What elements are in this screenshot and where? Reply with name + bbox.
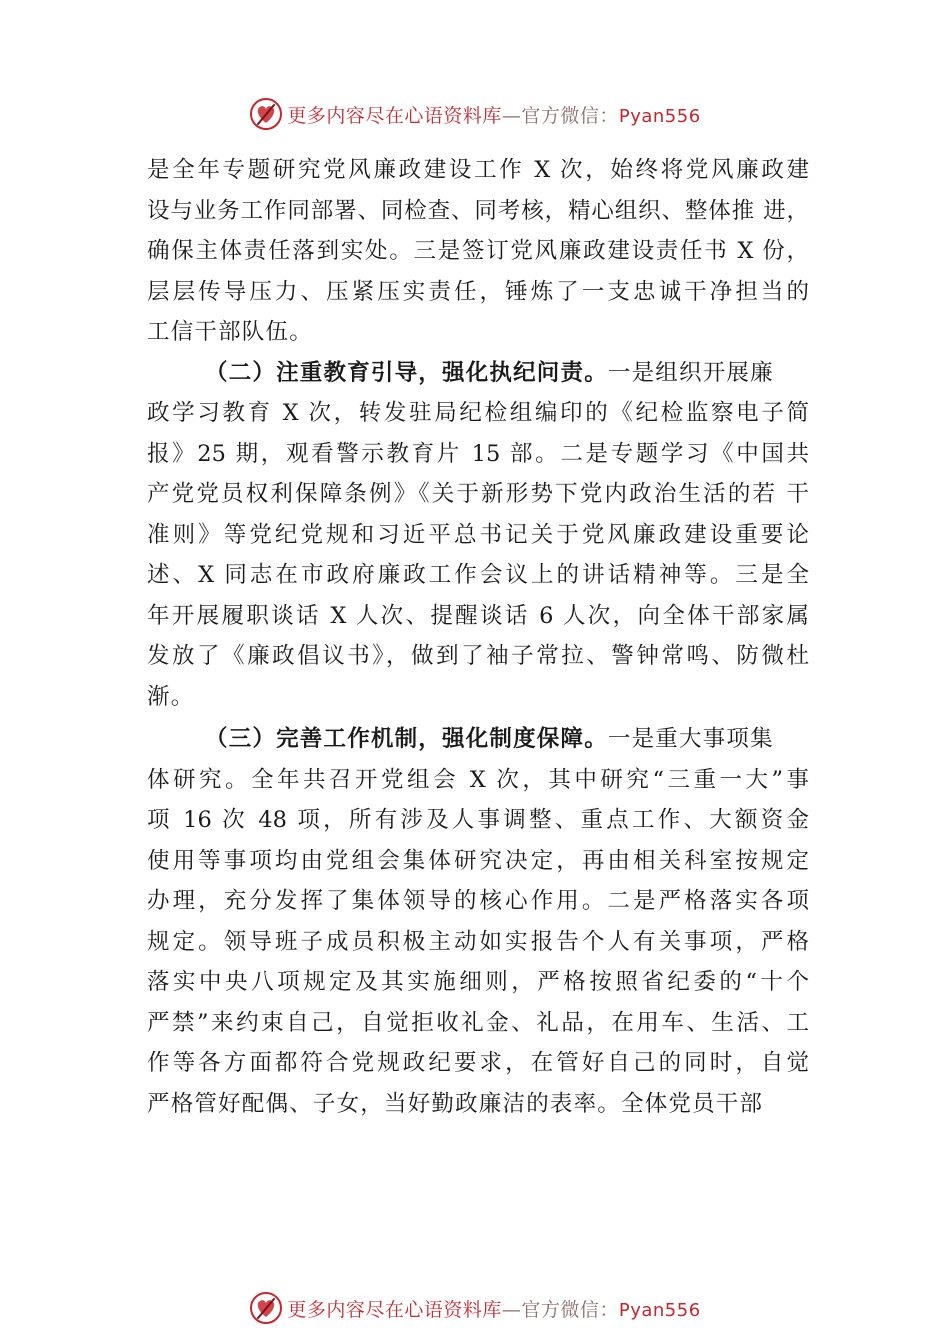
text-line: 工信干部队伍。 — [147, 319, 313, 345]
text-line: 政学习教育 X 次，转发驻局纪检组编印的《纪检监察电子简 — [147, 400, 809, 426]
text-line: 规定。领导班子成员积极主动如实报告个人有关事项，严格 — [147, 928, 809, 955]
text-line: 层层传导压力、压紧压实责任，锤炼了一支忠诚干净担当的 — [147, 278, 809, 305]
heart-pen-logo-icon — [249, 1291, 283, 1325]
text-run: 一是组织开展廉 — [607, 359, 774, 386]
text-run: 一是重大事项集 — [607, 726, 774, 752]
text-line: 发放了《廉政倡议书》，做到了袖子常拉、警钟常鸣、防微杜 — [147, 643, 809, 669]
text-line: 设与业务工作同部署、同检查、同考核，精心组织、整体推 进， — [147, 197, 809, 224]
document-body — [147, 150, 809, 1124]
section-first-line — [147, 719, 809, 760]
section-heading: （二）注重教育引导，强化执纪问责。 — [205, 359, 608, 386]
text-line: 严格管好配偶、子女，当好勤政廉洁的表率。全体党员干部 — [147, 1090, 764, 1117]
text-line: 准则》等党纪党规和习近平总书记关于党风廉政建设重要论 — [147, 521, 809, 548]
watermark-label: —官方微信： — [501, 1298, 619, 1321]
text-line: 年开展履职谈话 X 人次、提醒谈话 6 人次，向全体干部家属 — [147, 602, 809, 629]
text-line: 报》25 期，观看警示教育片 15 部。二是专题学习《中国共 — [147, 440, 809, 467]
watermark-label: —官方微信： — [501, 104, 619, 127]
text-line: 确保主体责任落到实处。三是签订党风廉政建设责任书 X 份， — [147, 238, 809, 264]
watermark-brand: 更多内容尽在心语资料库 — [287, 1298, 502, 1321]
watermark-banner-bottom — [0, 1288, 950, 1328]
text-line: 是全年专题研究党风廉政建设工作 X 次，始终将党风廉政建 — [147, 157, 809, 183]
watermark-text — [287, 1295, 700, 1322]
text-line: 办理，充分发挥了集体领导的核心作用。二是严格落实各项 — [147, 888, 809, 914]
text-line: 项 16 次 48 项，所有涉及人事调整、重点工作、大额资金 — [147, 807, 809, 833]
watermark-wechat-id: Pyan556 — [618, 1299, 701, 1321]
watermark-text — [287, 101, 700, 128]
text-line: 严禁”来约束自己，自觉拒收礼金、礼品，在用车、生活、工 — [147, 1009, 809, 1036]
watermark-brand: 更多内容尽在心语资料库 — [287, 104, 502, 127]
text-line: 落实中央八项规定及其实施细则，严格按照省纪委的“十个 — [147, 969, 809, 995]
text-line: 作等各方面都符合党规政纪要求，在管好自己的同时，自觉 — [147, 1050, 809, 1076]
text-line: 述、X 同志在市政府廉政工作会议上的讲话精神等。三是全 — [147, 562, 809, 588]
text-line: 体研究。全年共召开党组会 X 次，其中研究“三重一大”事 — [147, 766, 809, 793]
section-heading: （三）完善工作机制，强化制度保障。 — [205, 726, 608, 752]
watermark-wechat-id: Pyan556 — [618, 105, 701, 127]
section-first-line — [147, 353, 809, 394]
heart-pen-logo-icon — [249, 97, 283, 131]
watermark-banner-top — [0, 94, 950, 134]
text-line: 产党党员权利保障条例》《关于新形势下党内政治生活的若 干 — [147, 481, 809, 507]
text-line: 使用等事项均由党组会集体研究决定，再由相关科室按规定 — [147, 847, 809, 874]
text-line: 渐。 — [147, 683, 195, 710]
